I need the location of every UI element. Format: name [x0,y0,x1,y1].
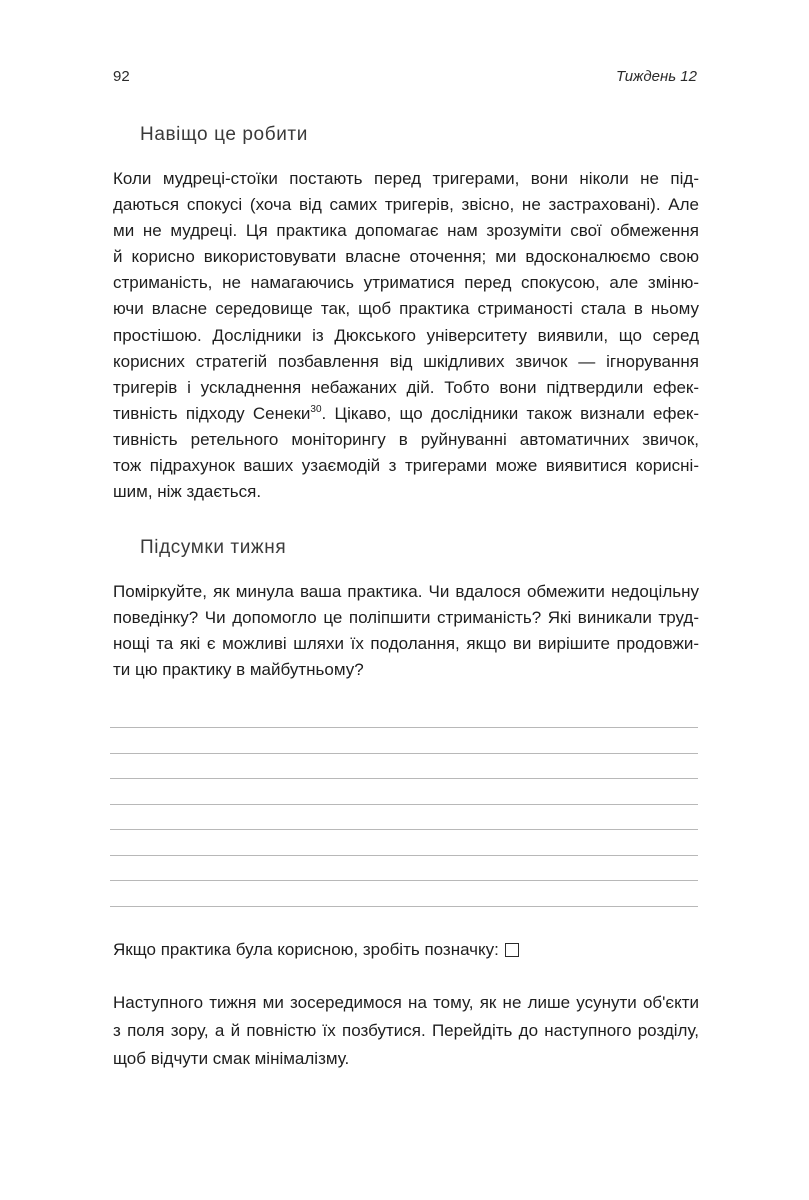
footnote-reference: 30 [310,403,322,415]
checkbox-label: Якщо практика була корисною, зробіть позначку: [113,940,499,959]
text-line: тригерів і ускладнення небажаних дій. Тобто вони підтвердили ефек- [113,377,699,397]
writing-lines[interactable] [110,727,698,931]
writing-line[interactable] [110,727,698,753]
running-header: Тиждень 12 [616,68,697,85]
text-line: поведінку? Чи допомогло це поліпшити стриманість? Які виникали труд- [113,608,699,628]
writing-line[interactable] [110,778,698,804]
text-line: тож підрахунок ваших узаємодій з тригерами може виявитися корисні- [113,456,699,476]
text-line: Наступного тижня ми зосередимося на тому, як не лише усунути об'єкти [113,993,699,1012]
text-line: щоб відчути смак мінімалізму. [113,1049,350,1068]
text-segment: . Цікаво, що дослідники також визнали ефек- [321,403,699,423]
text-segment: тивність підходу Сенеки [113,403,311,423]
text-line: ти цю практику в майбутньому? [113,660,364,680]
text-line: нощі та які є можливі шляхи їх подолання, якщо ви вирішите продовжи- [113,634,699,654]
checkbox-row [113,940,519,960]
section-heading-summary: Підсумки тижня [140,537,287,558]
text-line: з поля зору, а й повністю їх позбутися. Перейдіть до наступного розділу, [113,1021,699,1040]
text-line: даються спокусі (хоча від самих тригерів, звісно, не застраховані). Але [113,195,699,215]
text-line: тивність ретельного моніторингу в руйнуванні автоматичних звичок, [113,429,699,449]
text-line-with-footnote [113,401,699,427]
writing-line[interactable] [110,753,698,779]
page-number: 92 [113,68,130,85]
writing-line[interactable] [110,804,698,830]
text-line: Поміркуйте, як минула ваша практика. Чи вдалося обмежити недоцільну [113,582,699,601]
useful-checkbox[interactable] [505,943,519,957]
text-line: Коли мудреці-стоїки постають перед тригерами, вони ніколи не під- [113,169,699,188]
text-line: шим, ніж здається. [113,482,262,502]
text-line: ми не мудреці. Ця практика допомагає нам зрозуміти свої обмеження [113,221,699,241]
text-line: стриманість, не намагаючись утриматися перед спокусою, але зміню- [113,273,699,293]
text-line: простішою. Дослідники із Дюкського університету виявили, що серед [113,325,699,345]
writing-line[interactable] [110,880,698,906]
paragraph-reflection [113,579,699,683]
section-heading-why: Навіщо це робити [140,124,308,145]
text-line: й корисно використовувати власне оточення; ми вдосконалюємо свою [113,247,699,267]
writing-line[interactable] [110,906,698,932]
paragraph-next-week [113,989,699,1073]
paragraph-why [113,166,699,505]
writing-line[interactable] [110,855,698,881]
writing-line[interactable] [110,829,698,855]
text-line: ючи власне середовище так, щоб практика стриманості стала в ньому [113,299,699,319]
text-line: корисних стратегій позбавлення від шкідливих звичок — ігнорування [113,351,699,371]
